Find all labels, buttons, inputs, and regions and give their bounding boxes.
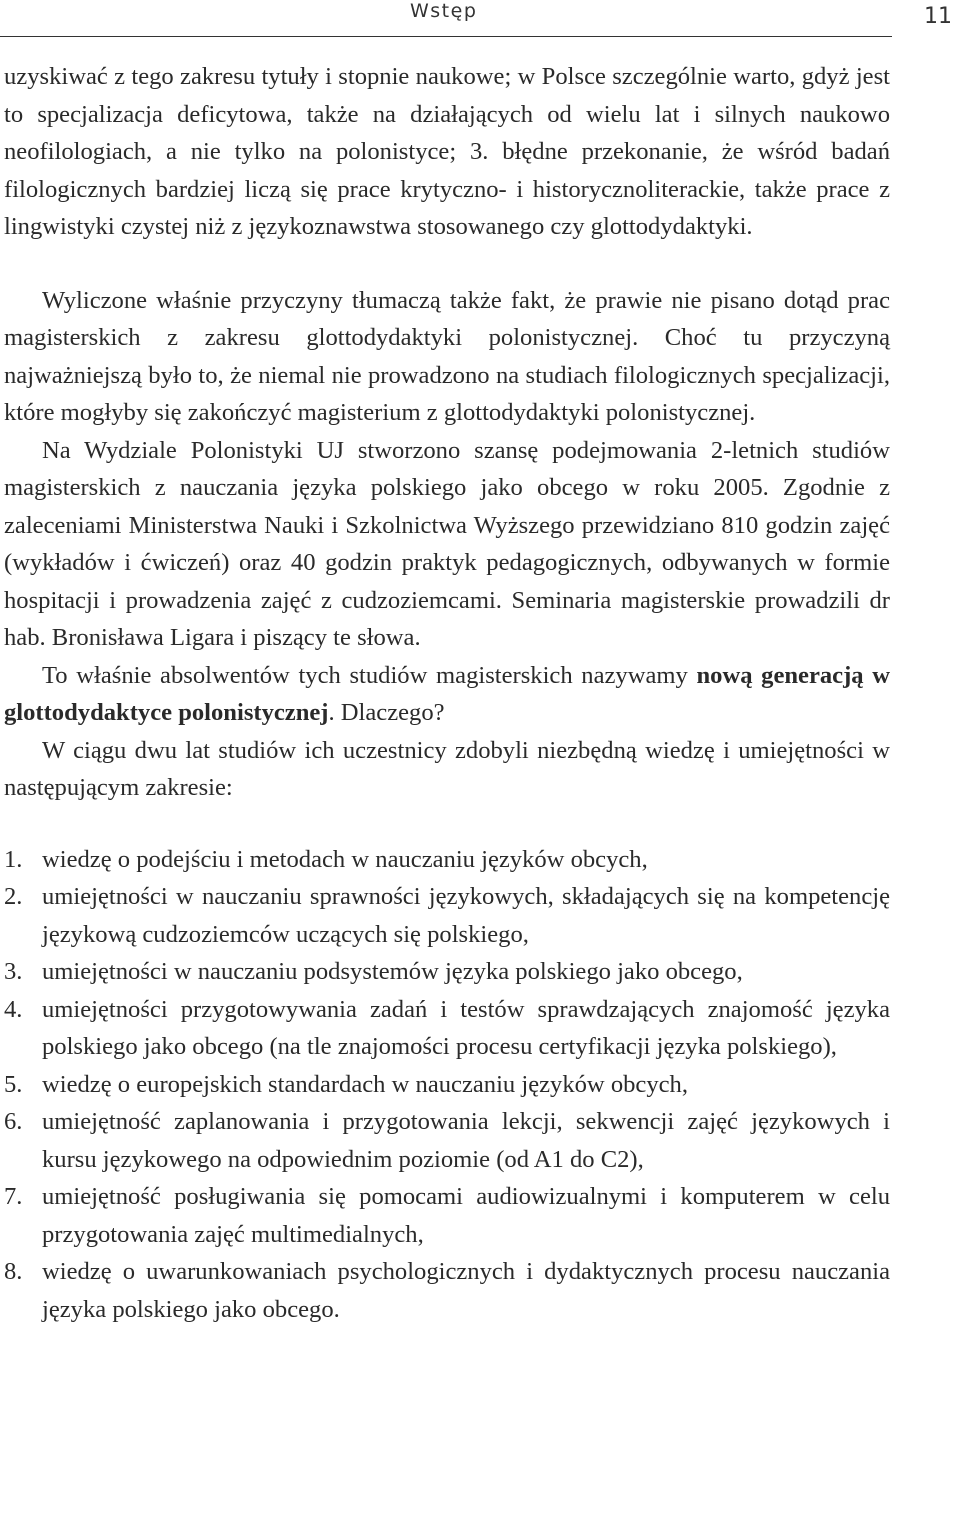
list-number: 6. (4, 1108, 23, 1135)
list-number: 1. (4, 845, 23, 873)
list-text: umiejętności w nauczaniu podsystemów języka polskiego jako obcego, (42, 958, 743, 985)
list-number: 3. (4, 958, 23, 985)
page-number: 11 (924, 4, 952, 29)
competence-list (4, 841, 890, 1329)
page-body (4, 58, 890, 1328)
bold-phrase: nową generacją w glottodydaktyce polonistycznej (4, 661, 890, 726)
text-run: To właśnie absolwentów tych studiów magisterskich nazywamy (42, 661, 697, 689)
text-run: . Dlaczego? (328, 699, 445, 726)
list-text: umiejętność posługiwania się pomocami audiowizualnymi i komputerem w celu przygotowania zajęć multimedialnych, (42, 1183, 890, 1248)
list-number: 4. (4, 995, 23, 1023)
list-text: wiedzę o podejściu i metodach w nauczaniu języków obcych, (42, 845, 648, 873)
list-item (4, 953, 890, 991)
list-text: wiedzę o uwarunkowaniach psychologicznych i dydaktycznych procesu nauczania języka polskiego jako obcego. (42, 1258, 890, 1323)
paragraph: W ciągu dwu lat studiów ich uczestnicy zdobyli niezbędną wiedzę i umiejętności w następującym zakresie: (4, 736, 890, 801)
list-text: umiejętności w nauczaniu sprawności językowych, składających się na kompetencję językową cudzoziemców uczących się polskiego, (42, 883, 890, 948)
running-head: Wstęp (410, 0, 478, 22)
header-rule (0, 36, 892, 37)
list-item (4, 1103, 890, 1178)
list-item (4, 1253, 890, 1328)
list-text: umiejętność zaplanowania i przygotowania lekcji, sekwencji zajęć językowych i kursu językowego na odpowiednim poziomie (od A1 do C2), (42, 1108, 890, 1173)
list-number: 5. (4, 1070, 23, 1098)
list-text: umiejętności przygotowywania zadań i testów sprawdzających znajomość języka polskiego jako obcego (na tle znajomości procesu certyfikacji języka polskiego), (42, 995, 890, 1060)
paragraph: Wyliczone właśnie przyczyny tłumaczą także fakt, że prawie nie pisano dotąd prac magisterskich z zakresu glottodydaktyki polonistycznej. Choć tu przyczyną najważniejszą było to, że niemal nie prowadzono na studiach filologicznych specjalizacji, które mogłyby się zakończyć magisterium z glottodydaktyki polonistycznej. (4, 286, 890, 426)
paragraph-continued: uzyskiwać z tego zakresu tytuły i stopnie naukowe; w Polsce szczególnie warto, gdyż jest to specjalizacja deficytowa, także na działających od wielu lat i silnych naukowo neofilologiach, a nie tylko na polonistyce; 3. błędne przekonanie, że wśród badań filologicznych bardziej liczą się prace krytyczno- i historycznoliterackie, także prace z lingwistyki czystej niż z językoznawstwa stosowanego czy glottodydaktyki. (4, 63, 890, 240)
list-item (4, 878, 890, 953)
list-item (4, 1178, 890, 1253)
list-number: 8. (4, 1258, 23, 1285)
list-number: 2. (4, 883, 23, 910)
list-number: 7. (4, 1183, 23, 1210)
page-header (0, 0, 960, 40)
list-item (4, 841, 890, 879)
list-item (4, 1066, 890, 1104)
paragraph: Na Wydziale Polonistyki UJ stworzono szansę podejmowania 2-letnich studiów magisterskich z nauczania języka polskiego jako obcego w roku 2005. Zgodnie z zaleceniami Ministerstwa Nauki i Szkolnictwa Wyższego przewidziano 810 godzin zajęć (wykładów i ćwiczeń) oraz 40 godzin praktyk pedagogicznych, odbywanych w formie hospitacji i prowadzenia zajęć z cudzoziemcami. Seminaria magisterskie prowadzili dr hab. Bronisława Ligara i piszący te słowa. (4, 436, 890, 651)
list-text: wiedzę o europejskich standardach w nauczaniu języków obcych, (42, 1070, 689, 1098)
list-item (4, 991, 890, 1066)
paragraph-emphasis (4, 657, 890, 732)
